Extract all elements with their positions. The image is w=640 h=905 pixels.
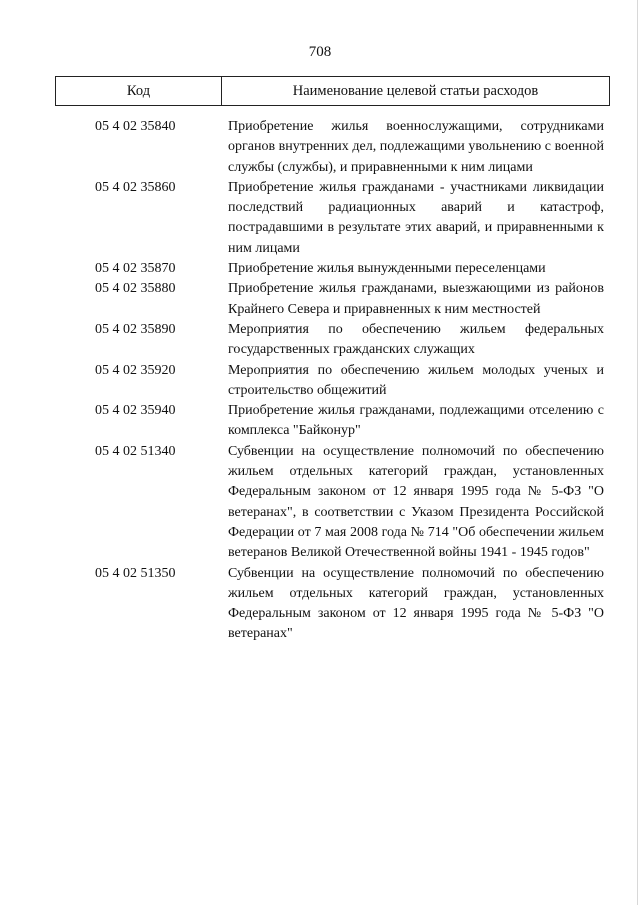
row-description: Мероприятия по обеспечению жильем федеральных государственных гражданских служащих xyxy=(228,321,604,358)
table-body xyxy=(0,117,640,645)
table-row xyxy=(0,442,640,564)
row-description: Субвенции на осуществление полномочий по обеспечению жильем отдельных категорий граждан, установленных Федеральным законом от 12 января 1995 года № 5-ФЗ "О ветеранах", в соответствии с Указом Президента Российской Федерации от 7 мая 2008 года № 714 "Об обеспечении жильем ветеранов Великой Отечественной войны 1941 - 1945 годов" xyxy=(228,443,604,561)
table-row xyxy=(0,117,640,178)
row-code: 05 4 02 35920 xyxy=(95,362,176,378)
row-code: 05 4 02 35940 xyxy=(95,403,176,419)
header-code: Код xyxy=(56,77,222,105)
row-code: 05 4 02 51350 xyxy=(95,565,176,581)
table-row xyxy=(0,259,640,279)
table-row xyxy=(0,279,640,320)
row-description: Мероприятия по обеспечению жильем молодых ученых и строительство общежитий xyxy=(228,362,604,398)
table-row xyxy=(0,401,640,442)
table-row xyxy=(0,320,640,361)
row-description: Приобретение жилья гражданами, выезжающими из районов Крайнего Севера и приравненных к ним местностей xyxy=(228,281,604,317)
row-code: 05 4 02 35870 xyxy=(95,261,176,277)
table-row xyxy=(0,564,640,645)
row-description: Приобретение жилья гражданами, подлежащими отселению с комплекса "Байконур" xyxy=(228,403,604,439)
row-code: 05 4 02 51340 xyxy=(95,443,176,459)
header-name: Наименование целевой статьи расходов xyxy=(292,82,539,99)
row-code: 05 4 02 35880 xyxy=(95,281,176,297)
row-code: 05 4 02 35860 xyxy=(95,179,176,195)
table-header xyxy=(55,76,610,106)
row-description: Приобретение жилья гражданами - участниками ликвидации последствий радиационных аварий и катастроф, пострадавшими в результате этих аварий, и приравненными к ним лицами xyxy=(228,179,604,256)
row-description: Приобретение жилья военнослужащими, сотрудниками органов внутренних дел, подлежащими увольнению с военной службы (службы), и приравненными к ним лицами xyxy=(228,119,604,175)
table-row xyxy=(0,361,640,402)
table-row xyxy=(0,178,640,259)
row-code: 05 4 02 35890 xyxy=(95,321,176,337)
row-code: 05 4 02 35840 xyxy=(95,119,176,134)
page-number: 708 xyxy=(308,44,332,60)
row-description: Субвенции на осуществление полномочий по обеспечению жильем отдельных категорий граждан, установленных Федеральным законом от 12 января 1995 года № 5-ФЗ "О ветеранах" xyxy=(228,565,604,642)
row-description: Приобретение жилья вынужденными переселенцами xyxy=(228,261,546,277)
